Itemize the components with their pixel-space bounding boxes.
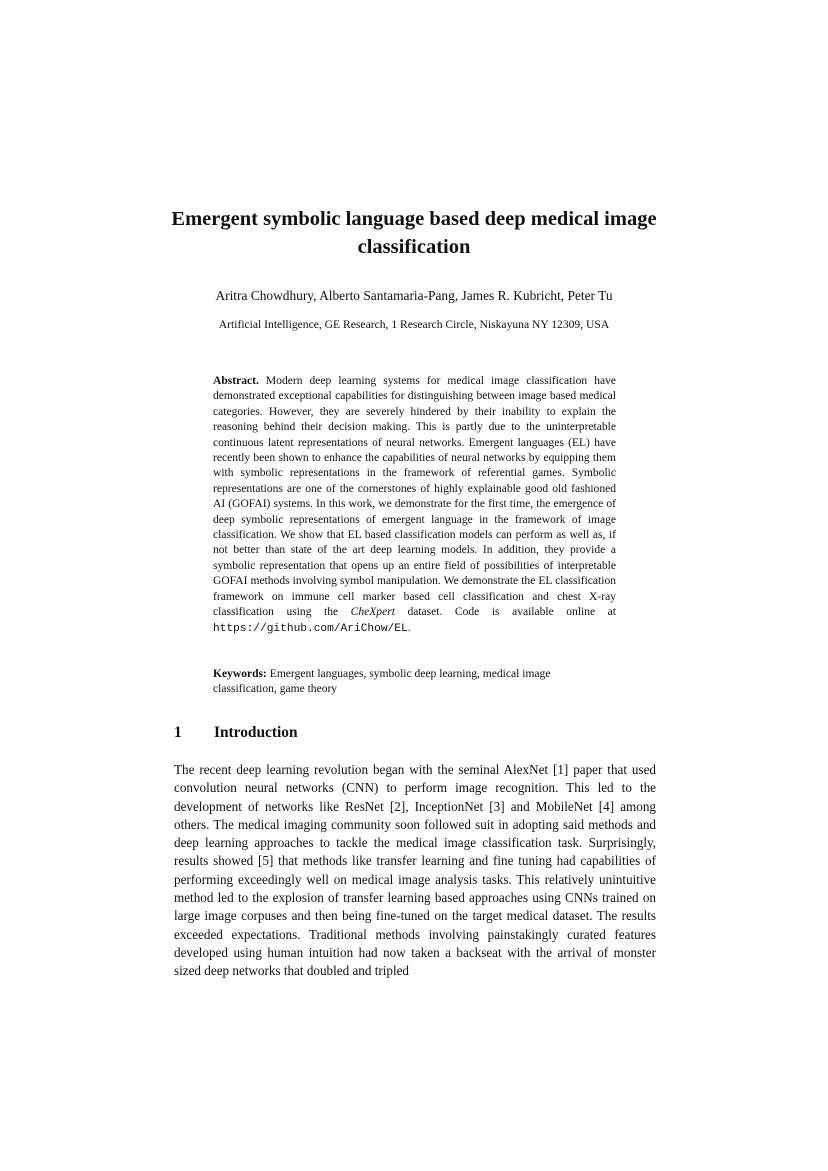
introduction-paragraph: The recent deep learning revolution began with the seminal AlexNet [1] paper that used convolution neural networks (CNN) to perform image recognition. This led to the development of networks like ResNet [2], InceptionNet [3] and MobileNet [4] among others. The medical imaging community soon followed suit in adopting said methods and deep learning approaches to tackle the medical image classification task. Surprisingly, results showed [5] that methods like transfer learning and fine tuning had capabilities of performing exceedingly well on medical image analysis tasks. This relatively unintuitive method led to the explosion of transfer learning based approaches using CNNs trained on large image corpuses and then being fine-tuned on the target medical dataset. The results exceeded expectations. Traditional methods involving painstakingly curated features developed using human intuition had now taken a backseat with the arrival of monster sized deep networks that doubled and tripled: [174, 762, 656, 979]
abstract-text: Modern deep learning systems for medical image classification have demonstrated exceptional capabilities for distinguishing between image based medical categories. However, they are severely hindered by their inability to explain the reasoning behind their decision making. This is partly due to the uninterpretable continuous latent representations of neural networks. Emergent languages (EL) have recently been shown to enhance the capabilities of neural networks by equipping them with symbolic representations in the framework of referential games. Symbolic representations are one of the cornerstones of highly explainable good old fashioned AI (GOFAI) systems. In this work, we demonstrate for the first time, the emergence of deep symbolic representations of emergent language in the framework of image classification. We show that EL based classification models can perform as well as, if not better than state of the art deep learning models. In addition, they provide a symbolic representation that opens up an entire field of possibilities of interpretable GOFAI methods involving symbol manipulation. We demonstrate the EL classification framework on immune cell marker based cell classification and chest X-ray classification using the: [213, 375, 616, 619]
code-url-link[interactable]: https://github.com/AriChow/EL: [213, 622, 408, 635]
section-heading-introduction: [174, 723, 656, 743]
keywords-text: Emergent languages, symbolic deep learning, medical image classification, game theory: [213, 668, 551, 696]
abstract-dataset-name: CheXpert: [350, 606, 395, 619]
paper-affiliation: Artificial Intelligence, GE Research, 1 Research Circle, Niskayuna NY 12309, USA: [218, 318, 610, 331]
section-title: Introduction: [214, 724, 298, 741]
abstract-label: Abstract.: [213, 375, 259, 387]
keywords-label: Keywords:: [213, 668, 267, 680]
abstract-text-end: .: [407, 621, 411, 634]
keywords: [213, 667, 616, 698]
paper-authors: Aritra Chowdhury, Alberto Santamaria-Pang, James R. Kubricht, Peter Tu: [215, 288, 613, 303]
paper-title: Emergent symbolic language based deep medical image classification: [171, 208, 657, 258]
abstract-text-continued: dataset. Code is available online at: [394, 606, 616, 619]
section-number: 1: [174, 724, 182, 741]
abstract: [213, 374, 616, 637]
